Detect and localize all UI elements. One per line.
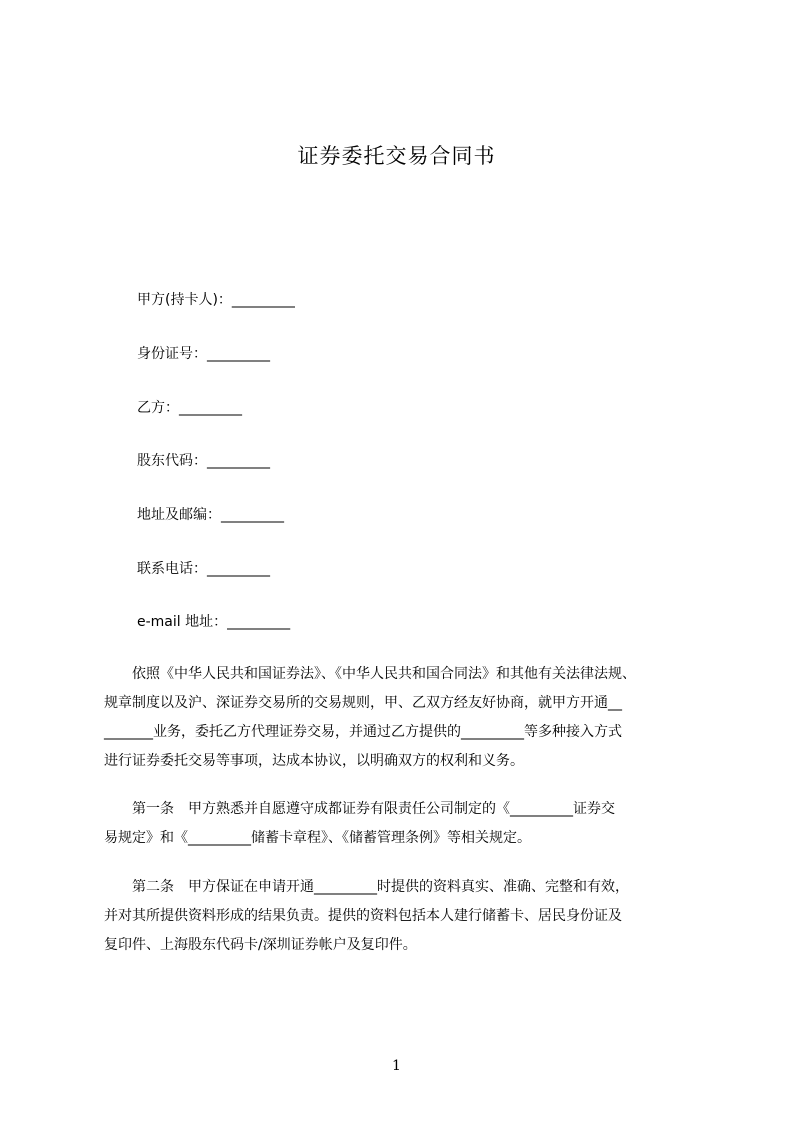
- paragraph-line: _______业务，委托乙方代理证券交易，并通过乙方提供的_________等多种接入方式: [104, 724, 622, 740]
- id-number-field: 身份证号：_________: [137, 346, 270, 362]
- paragraph-line: 并对其所提供资料形成的结果负责。提供的资料包括本人建行储蓄卡、居民身份证及: [104, 908, 622, 924]
- paragraph-line: 依照《中华人民共和国证券法》、《中华人民共和国合同法》和其他有关法律法规、: [104, 666, 636, 682]
- paragraph-line: 易规定》和《_________储蓄卡章程》、《储蓄管理条例》等相关规定。: [104, 830, 531, 846]
- shareholder-code-field: 股东代码：_________: [137, 453, 270, 469]
- preamble-paragraph: [104, 660, 704, 776]
- article-1-paragraph: [104, 795, 704, 853]
- address-postcode-field: 地址及邮编：_________: [137, 507, 284, 523]
- paragraph-line: 复印件、上海股东代码卡/深圳证券帐户及复印件。: [104, 937, 417, 953]
- email-field: e-mail 地址：_________: [137, 614, 291, 630]
- article-2-paragraph: [104, 873, 704, 960]
- paragraph-line: 进行证券委托交易等事项，达成本协议，以明确双方的权利和义务。: [104, 753, 524, 769]
- paragraph-line: 第一条 甲方熟悉并自愿遵守成都证券有限责任公司制定的《_________证券交: [104, 801, 615, 817]
- page-number: 1: [392, 1058, 401, 1074]
- party-a-field: 甲方(持卡人)：_________: [137, 292, 295, 308]
- paragraph-line: 第二条 甲方保证在申请开通_________时提供的资料真实、准确、完整和有效，: [104, 879, 629, 895]
- paragraph-line: 规章制度以及沪、深证券交易所的交易规则，甲、乙双方经友好协商，就甲方开通__: [104, 695, 622, 711]
- document-title: 证券委托交易合同书: [297, 144, 496, 168]
- phone-field: 联系电话：_________: [137, 561, 270, 577]
- party-b-field: 乙方：_________: [137, 400, 242, 416]
